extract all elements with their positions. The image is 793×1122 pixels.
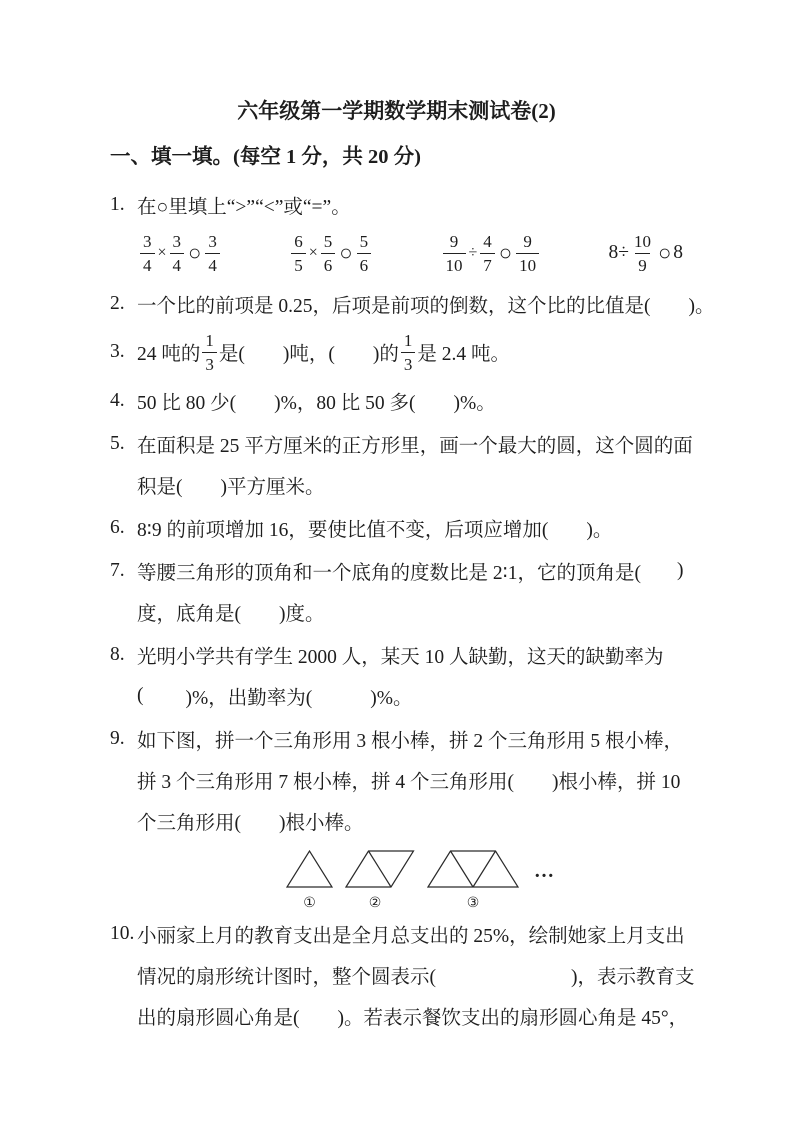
fraction-denominator: 4 [170, 253, 185, 274]
question-3 [110, 326, 763, 378]
text-run: 8 [673, 242, 683, 263]
page-title: 六年级第一学期数学期末测试卷(2) [237, 99, 556, 123]
text-run: 出的扇形圆心角是( [137, 1007, 300, 1029]
fraction [516, 233, 539, 274]
fraction-denominator: 10 [443, 253, 466, 274]
question-line [110, 759, 763, 800]
answer-blank [548, 527, 586, 529]
question-line [110, 283, 763, 324]
question-text [137, 598, 325, 626]
fraction-numerator: 5 [359, 231, 369, 251]
fraction-denominator: 10 [516, 253, 539, 274]
question-line [110, 507, 763, 548]
question-8 [110, 634, 763, 716]
fraction-denominator: 6 [321, 253, 336, 274]
answer-blank [241, 820, 279, 822]
question-text [137, 1002, 688, 1030]
question-1 [110, 184, 763, 281]
text-run: 小丽家上月的教育支出是全月总支出的 25%，绘制她家上月支出 [137, 925, 685, 947]
fraction-numerator: 1 [403, 330, 413, 350]
text-run: 24 吨的 [137, 344, 201, 365]
answer-blank [241, 611, 279, 613]
text-run: 一个比的前项是 0.25，后项是前项的倒数，这个比的比值是( [137, 295, 651, 317]
question-text [137, 920, 685, 948]
question-line [110, 423, 763, 464]
fraction [480, 233, 495, 274]
answer-blank [651, 303, 689, 305]
comparison-expressions [110, 225, 683, 281]
question-number: 3. [110, 341, 125, 362]
triangle-pattern-figure [282, 845, 763, 911]
operator: × [157, 244, 167, 261]
text-run: 情况的扇形统计图时，整个圆表示( [137, 966, 436, 988]
text-run: )根小棒。 [279, 812, 364, 834]
text-run: )吨，( [282, 344, 335, 365]
section-heading: 一、填一填。(每空 1 分，共 20 分) [110, 146, 421, 168]
question-2 [110, 283, 763, 324]
text-run: )平方厘米。 [220, 476, 325, 498]
fraction-numerator: 9 [449, 231, 459, 251]
answer-blank [436, 974, 571, 976]
question-line [110, 326, 763, 378]
fraction [202, 332, 217, 373]
question-5 [110, 423, 763, 505]
answer-blank [300, 1015, 338, 1017]
text-run: 在○里填上“>”“<”或“=”。 [137, 196, 351, 218]
question-text [137, 961, 695, 989]
answer-blank [183, 484, 221, 486]
answer-blank [245, 351, 283, 353]
triangle-shape-1 [287, 851, 332, 887]
answer-blank [335, 351, 373, 353]
text-run: 等腰三角形的顶角和一个底角的度数比是 2∶1，它的顶角是( [137, 562, 641, 584]
question-number: 2. [110, 292, 125, 314]
fraction-numerator: 3 [143, 231, 152, 251]
text-run: 拼 3 个三角形用 7 根小棒，拼 4 个三角形用( [137, 771, 514, 793]
operator: × [308, 244, 318, 261]
triangle-shape-3 [428, 851, 518, 887]
question-line [110, 718, 763, 759]
answer-blank [641, 570, 677, 572]
question-6 [110, 507, 763, 548]
answer-blank [415, 400, 453, 402]
fraction [631, 233, 654, 274]
text-run: 如下图，拼一个三角形用 3 根小棒，拼 2 个三角形用 5 根小棒， [137, 730, 684, 752]
fraction-numerator: 10 [633, 231, 651, 251]
answer-blank [236, 400, 274, 402]
fraction [170, 233, 185, 274]
text-run: )度。 [279, 603, 325, 625]
question-line [110, 591, 763, 632]
text-run: 积是( [137, 476, 183, 498]
question-line [110, 550, 763, 591]
text-run: )%。 [370, 687, 413, 709]
fraction-denominator: 4 [205, 253, 220, 274]
fraction-denominator: 5 [291, 253, 306, 274]
questions-list [110, 184, 763, 1036]
operator: ÷ [468, 244, 478, 261]
text-run: 在面积是 25 平方厘米的正方形里，画一个最大的圆，这个圆的面 [137, 435, 693, 457]
comparison-circle: ○ [657, 240, 672, 265]
question-number: 9. [110, 727, 125, 749]
fraction-numerator: 1 [205, 330, 214, 350]
comparison-circle: ○ [188, 240, 202, 265]
question-line [110, 800, 763, 841]
text-run: )根小棒，拼 10 [552, 771, 681, 793]
fraction-numerator: 4 [483, 231, 492, 251]
question-line [110, 995, 763, 1036]
text-run: )的 [372, 344, 399, 365]
question-line [110, 675, 763, 716]
text-run: 是( [218, 344, 245, 365]
text-run: 50 比 80 少( [137, 392, 237, 414]
question-line [110, 464, 763, 505]
expression-1 [138, 233, 222, 274]
question-line [110, 184, 763, 225]
fraction-numerator: 3 [172, 231, 182, 251]
question-text [137, 766, 680, 794]
expression-3 [441, 233, 542, 274]
question-text [137, 471, 325, 499]
question-line [110, 634, 763, 675]
text-run: ( [137, 684, 144, 706]
figure-ellipsis: … [534, 860, 556, 882]
text-run: 光明小学共有学生 2000 人，某天 10 人缺勤，这天的缺勤率为 [137, 646, 664, 668]
question-10 [110, 913, 763, 1036]
fraction [401, 332, 416, 373]
fraction-numerator: 6 [294, 231, 303, 251]
fraction [443, 233, 466, 274]
question-4 [110, 380, 763, 421]
figure-label-3: ③ [466, 895, 480, 911]
fraction [357, 233, 372, 274]
fraction-numerator: 3 [208, 231, 217, 251]
text-run: 个三角形用( [137, 812, 241, 834]
question-number: 8. [110, 643, 125, 665]
text-run: )%，出勤率为( [185, 687, 313, 709]
question-text [137, 725, 683, 753]
question-number: 1. [110, 193, 125, 215]
question-text [137, 430, 693, 458]
fraction [321, 233, 336, 274]
text-run: )。若表示餐饮支出的扇形圆心角是 45°， [337, 1007, 689, 1029]
text-run: 度，底角是( [137, 603, 241, 625]
fraction-denominator: 3 [401, 352, 416, 373]
fraction [291, 233, 306, 274]
figure-label-2: ② [368, 895, 382, 911]
question-number: 4. [110, 389, 125, 411]
text-run: )%。 [453, 392, 496, 414]
fraction-denominator: 6 [357, 253, 372, 274]
fraction-denominator: 4 [140, 253, 155, 274]
fraction-numerator: 5 [323, 231, 333, 251]
text-run: )，表示教育支 [571, 966, 695, 988]
question-7 [110, 550, 763, 632]
answer-blank [514, 779, 552, 781]
question-number: 6. [110, 516, 125, 538]
expression-4 [609, 233, 684, 274]
text-run: )。 [688, 295, 715, 317]
expression-2 [289, 233, 373, 274]
question-text [137, 641, 664, 669]
text-run: 是 2.4 吨。 [417, 344, 511, 365]
fraction [140, 233, 155, 274]
text-run: 8∶9 的前项增加 16，要使比值不变，后项应增加( [137, 519, 549, 541]
question-number: 7. [110, 559, 125, 581]
fraction [205, 233, 220, 274]
triangle-diagram [282, 845, 582, 911]
text-run: )。 [586, 519, 613, 541]
fraction-denominator: 3 [202, 352, 217, 373]
answer-blank [312, 695, 370, 697]
text-run: )%，80 比 50 多( [274, 392, 416, 414]
question-number: 10. [110, 922, 135, 944]
figure-label-1: ① [303, 895, 316, 911]
question-text [137, 682, 412, 710]
answer-blank [144, 695, 186, 697]
question-text [137, 514, 612, 542]
fraction-denominator: 7 [480, 253, 495, 274]
comparison-circle: ○ [339, 240, 353, 265]
question-text [137, 191, 351, 219]
question-line [110, 913, 763, 954]
question-9 [110, 718, 763, 911]
question-line [110, 954, 763, 995]
question-line [110, 380, 763, 421]
question-number: 5. [110, 432, 125, 454]
question-text [137, 807, 364, 835]
fraction-denominator: 9 [635, 253, 650, 274]
question-text [137, 557, 683, 585]
question-text [137, 290, 715, 318]
question-text [137, 387, 496, 415]
comparison-circle: ○ [498, 240, 513, 265]
content-area [0, 126, 793, 1036]
question-text [137, 332, 510, 373]
text-run: 8÷ [608, 242, 629, 263]
fraction-numerator: 9 [523, 231, 532, 251]
text-run: ) [676, 559, 684, 581]
